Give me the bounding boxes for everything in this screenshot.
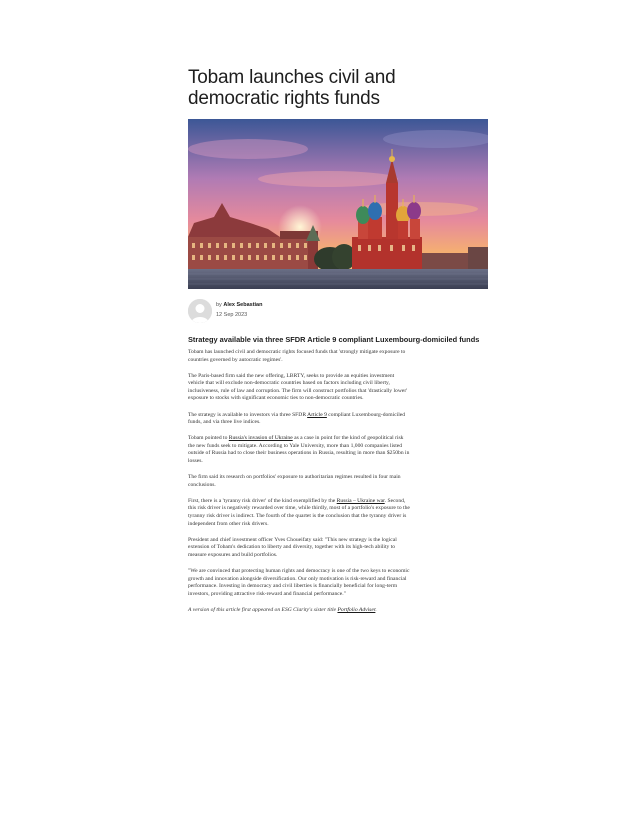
- portfolio-adviser-link[interactable]: Portfolio Adviser: [337, 606, 376, 613]
- paragraph-text: as a case in point for the kind of geopolitical risk the new funds seek to mitigate. According to Yale University, more than 1,000 companies listed outside of Russia had to close their business operations in Russia, resulting in more than $250bn in losses.: [188, 435, 410, 465]
- paragraph-text: A version of this article first appeared on ESG Clarity's sister title: [188, 606, 338, 613]
- paragraph-text: compliant Luxembourg-domiciled funds, and via three live indices.: [188, 411, 406, 426]
- avatar-placeholder-icon: [188, 299, 212, 323]
- paragraph-text: .: [375, 606, 377, 613]
- publish-date: 12 Sep 2023: [216, 312, 248, 318]
- paragraph-text: First, there is a 'tyranny risk driver' of the kind exemplified by the: [188, 497, 337, 504]
- article: [188, 67, 490, 623]
- paragraph-text: . Second, this risk driver is negatively rewarded over time, while thirdly, most of a portfolio's exposure to the tyranny risk driver is indirect. The fourth of the quartet is the conclusion that the tyranny driver is independent from other risk drivers.: [188, 497, 410, 527]
- paragraph: "We are convinced that protecting human rights and democracy is one of the two keys to economic growth and innovation alongside diversification. Our only motivation is risk-reward and financial performance. Investing in democracy and civil liberties is financially beneficial for long-term investors, providing attractive risk-reward and financial performance.": [188, 567, 410, 597]
- paragraph-text: The strategy is available to investors via three SFDR: [188, 411, 308, 418]
- paragraph: [188, 498, 410, 528]
- paragraph: [188, 412, 410, 427]
- author-avatar[interactable]: [188, 299, 212, 323]
- russia-invasion-link[interactable]: Russia's invasion of Ukraine: [228, 435, 293, 442]
- byline: [216, 302, 262, 308]
- paragraph: The Paris-based firm said the new offering, LBRTY, seeks to provide an equities investment vehicle that will exclude non-democratic countries based on factors including civil liberty, inclusiveness, rule of law and corruption. The firm will construct portfolios that 'drastically lower' exposure to stocks with significant economic ties to non-democratic countries.: [188, 372, 408, 402]
- article-body: [188, 349, 490, 614]
- closing-note: [188, 607, 410, 615]
- author-name-link[interactable]: Alex Sebastian: [223, 302, 263, 308]
- article-subtitle: Strategy available via three SFDR Article 9 compliant Luxembourg-domiciled funds: [188, 335, 480, 344]
- byline-prefix: by: [216, 302, 222, 308]
- russia-ukraine-war-link[interactable]: Russia – Ukraine war: [336, 497, 385, 504]
- paragraph: The firm said its research on portfolios' exposure to authoritarian regimes resulted in four main conclusions.: [188, 474, 401, 488]
- author-row: [188, 299, 490, 329]
- paragraph: Tobam has launched civil and democratic rights focused funds that 'strongly mitigate exposure to countries governed by autocratic regimes'.: [188, 349, 406, 363]
- article-9-link[interactable]: Article 9: [307, 411, 327, 418]
- article-title: Tobam launches civil and democratic rights funds: [188, 67, 396, 109]
- paragraph-text: Tobam pointed to: [188, 435, 229, 442]
- paragraph: [188, 435, 410, 465]
- paragraph: President and chief investment officer Yves Choueifaty said: "This new strategy is the logical extension of Tobam's dedication to liberty and diversity, together with its high-tech ability to measure exposures and build portfolios.: [188, 536, 397, 558]
- hero-image: [188, 119, 488, 289]
